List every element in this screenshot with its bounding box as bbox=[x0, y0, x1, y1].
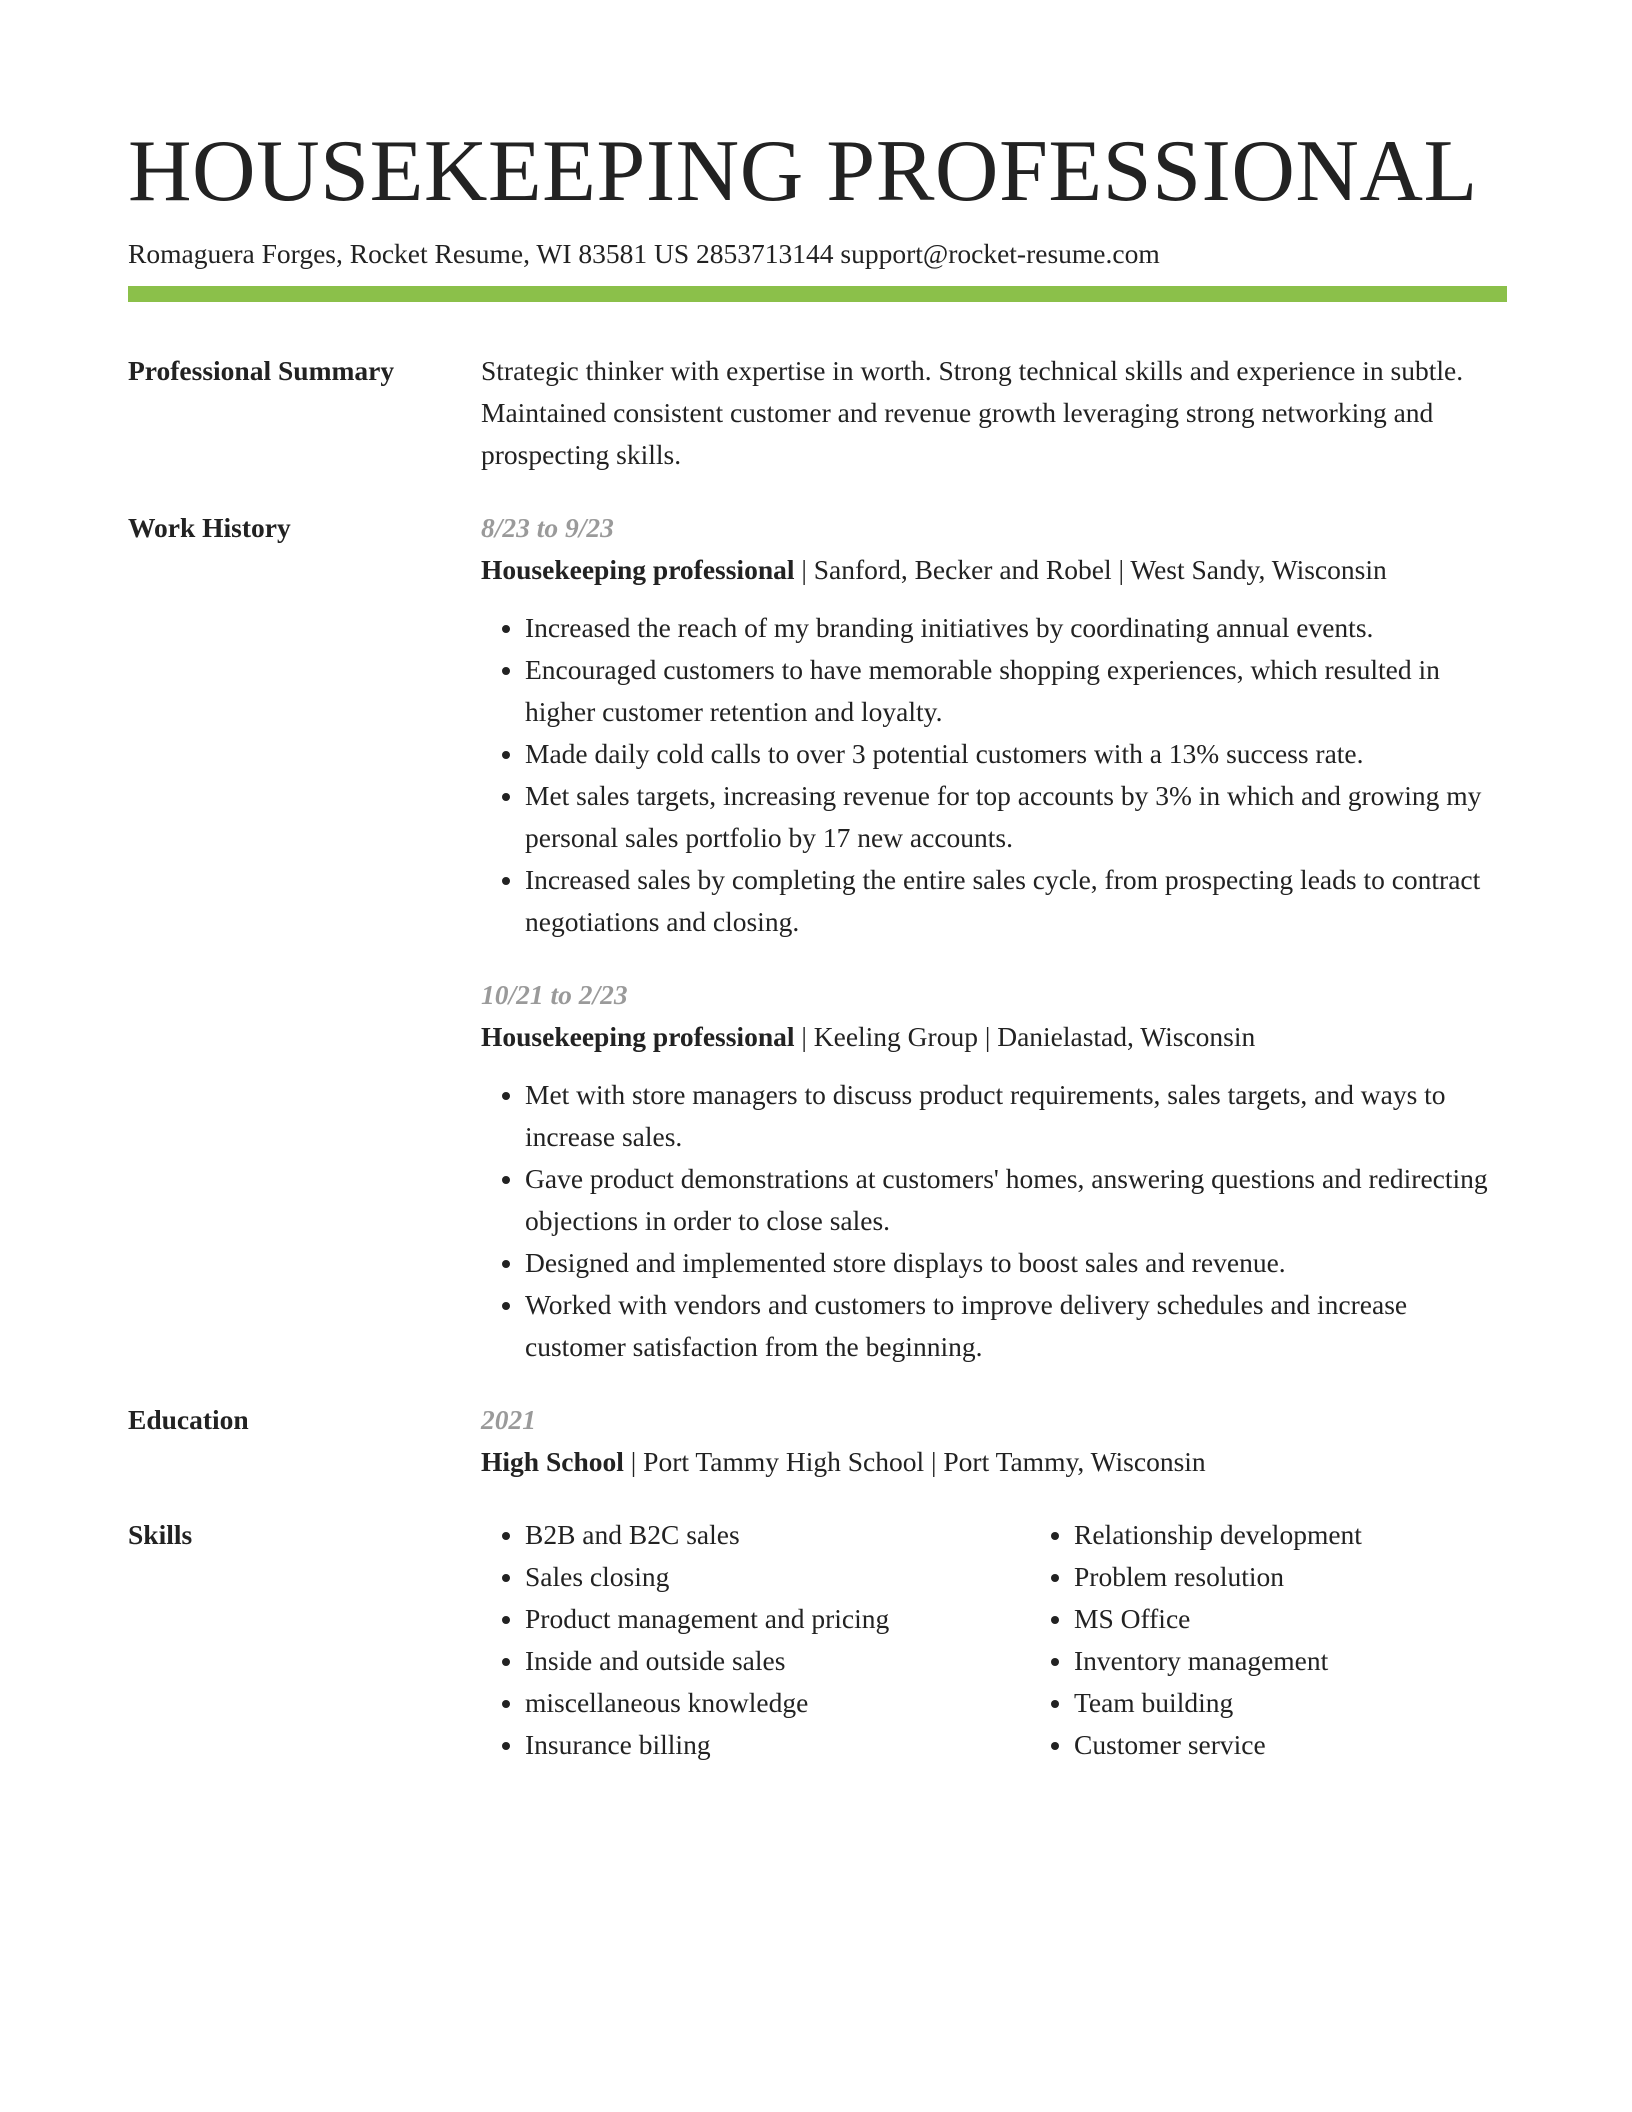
skill-item: • Inventory management bbox=[1074, 1640, 1579, 1682]
job-bullet: • Encouraged customers to have memorable shopping experiences, which resulted in higher customer retention and loyalty. bbox=[525, 649, 1507, 733]
job-title: Housekeeping professional bbox=[481, 554, 795, 585]
skill-item: • Inside and outside sales bbox=[525, 1640, 1030, 1682]
skill-item: • B2B and B2C sales bbox=[525, 1514, 1030, 1556]
candidate-name: HOUSEKEEPING PROFESSIONAL bbox=[128, 123, 1478, 220]
job-title: Housekeeping professional bbox=[481, 1021, 795, 1052]
job-bullet: • Designed and implemented store displays to boost sales and revenue. bbox=[525, 1242, 1507, 1284]
skills-label: Skills bbox=[128, 1519, 193, 1550]
work-history-label: Work History bbox=[128, 512, 291, 543]
skill-item: • Product management and pricing bbox=[525, 1598, 1030, 1640]
job-role bbox=[481, 549, 1507, 591]
skill-item: • Insurance billing bbox=[525, 1724, 1030, 1766]
education-year: 2021 bbox=[481, 1404, 536, 1435]
skills-list-right bbox=[1030, 1514, 1579, 1766]
job-bullet: • Met sales targets, increasing revenue for top accounts by 3% in which and growing my personal sales portfolio by 17 new accounts. bbox=[525, 775, 1507, 859]
job-bullet: • Made daily cold calls to over 3 potential customers with a 13% success rate. bbox=[525, 733, 1507, 775]
education-entry bbox=[481, 1441, 1507, 1483]
work-history-section bbox=[128, 507, 1507, 1368]
skill-item: • Sales closing bbox=[525, 1556, 1030, 1598]
job-bullet: • Gave product demonstrations at customers' homes, answering questions and redirecting objections in order to close sales. bbox=[525, 1158, 1507, 1242]
contact-address: Romaguera Forges, Rocket Resume, WI 83581 US bbox=[128, 238, 690, 269]
job-details: | Keeling Group | Danielastad, Wisconsin bbox=[794, 1021, 1256, 1052]
job-bullet: • Worked with vendors and customers to improve delivery schedules and increase customer satisfaction from the beginning. bbox=[525, 1284, 1507, 1368]
skills-list-left bbox=[481, 1514, 1030, 1766]
skills-section bbox=[128, 1514, 1507, 1766]
resume-page bbox=[128, 118, 1507, 1766]
education-details: | Port Tammy High School | Port Tammy, Wisconsin bbox=[623, 1446, 1206, 1477]
skill-item: • Relationship development bbox=[1074, 1514, 1579, 1556]
job-dates: 8/23 to 9/23 bbox=[481, 512, 614, 543]
skill-item: • MS Office bbox=[1074, 1598, 1579, 1640]
summary-text: Strategic thinker with expertise in worth. Strong technical skills and experience in subtle. Maintained consistent customer and revenue growth leveraging strong networking and prospecting skills. bbox=[481, 355, 1464, 470]
education-degree: High School bbox=[481, 1446, 624, 1477]
skills-content bbox=[481, 1514, 1579, 1766]
job-bullet: • Increased the reach of my branding initiatives by coordinating annual events. bbox=[525, 607, 1507, 649]
education-label: Education bbox=[128, 1404, 249, 1435]
skill-item: • Customer service bbox=[1074, 1724, 1579, 1766]
education-content bbox=[481, 1399, 1507, 1483]
education-section bbox=[128, 1399, 1507, 1483]
skill-item: • miscellaneous knowledge bbox=[525, 1682, 1030, 1724]
job-bullet-list bbox=[481, 1074, 1507, 1368]
skill-item: • Team building bbox=[1074, 1682, 1579, 1724]
contact-email: support@rocket-resume.com bbox=[840, 238, 1160, 269]
skill-item: • Problem resolution bbox=[1074, 1556, 1579, 1598]
job-bullet: • Increased sales by completing the entire sales cycle, from prospecting leads to contract negotiations and closing. bbox=[525, 859, 1507, 943]
job-role bbox=[481, 1016, 1507, 1058]
contact-phone: 2853713144 bbox=[696, 238, 834, 269]
job-dates: 10/21 to 2/23 bbox=[481, 979, 628, 1010]
summary-section bbox=[128, 350, 1507, 476]
job-entry bbox=[481, 507, 1507, 943]
contact-line bbox=[128, 236, 1507, 272]
job-bullet-list bbox=[481, 607, 1507, 943]
job-bullet: • Met with store managers to discuss product requirements, sales targets, and ways to increase sales. bbox=[525, 1074, 1507, 1158]
summary-label: Professional Summary bbox=[128, 355, 395, 386]
accent-divider bbox=[128, 286, 1507, 302]
job-details: | Sanford, Becker and Robel | West Sandy, Wisconsin bbox=[794, 554, 1387, 585]
job-entry bbox=[481, 974, 1507, 1368]
work-history-content bbox=[481, 507, 1507, 1368]
